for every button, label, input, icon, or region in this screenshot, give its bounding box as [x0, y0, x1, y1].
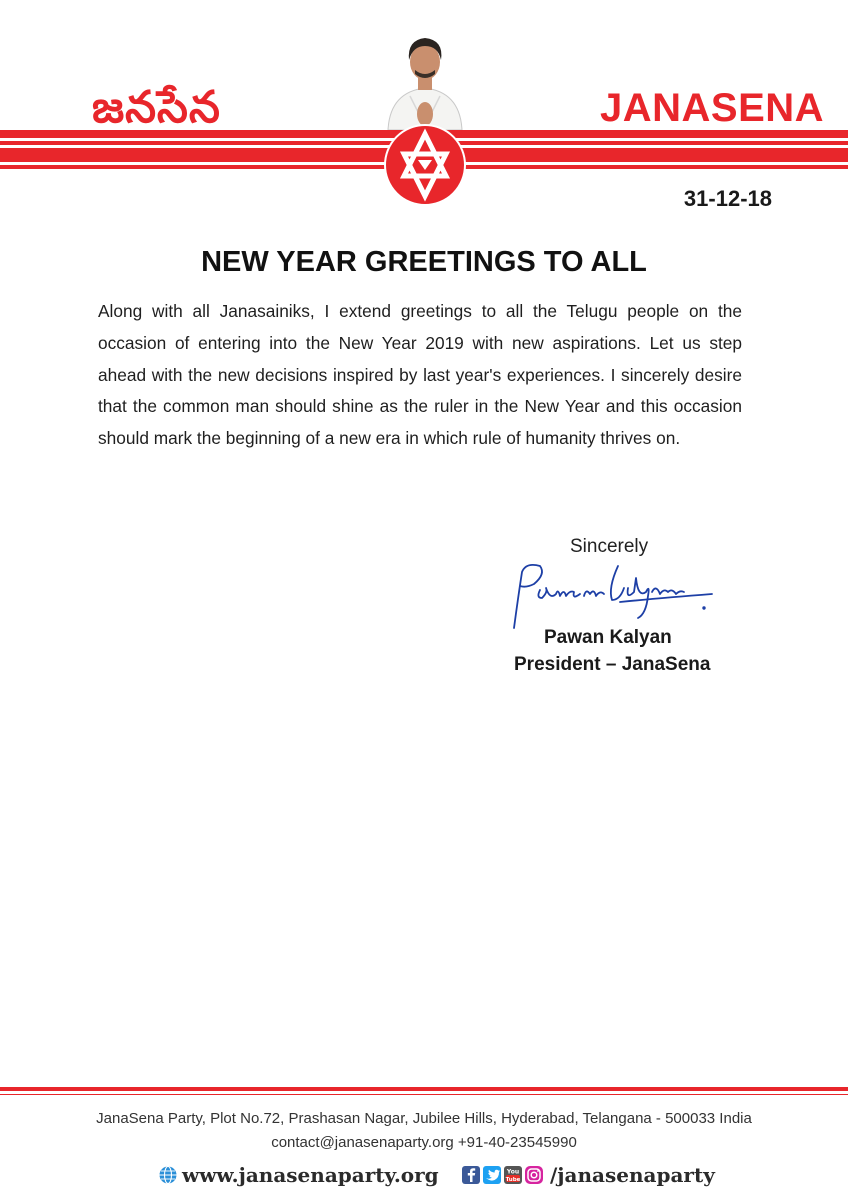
- youtube-icon: [504, 1166, 522, 1184]
- instagram-icon: [525, 1166, 543, 1184]
- globe-icon: [158, 1165, 178, 1185]
- logo-telugu: జనసేన: [92, 82, 221, 133]
- letter-body: Along with all Janasainiks, I extend greetings to all the Telugu people on the occasion of entering into the New Year 2019 with new aspirations. Let us step ahead with the new decisions inspired by last year's experiences. I sincerely desire that the common man should shine as the ruler in the New Year and this occasion should mark the beginning of a new era in which rule of humanity thrives on.: [98, 301, 742, 449]
- footer-divider-thin: [0, 1094, 848, 1095]
- letter-closing: Sincerely: [570, 536, 649, 557]
- social-handle: /janasenaparty: [550, 1163, 715, 1187]
- footer-social[interactable]: [462, 1163, 715, 1187]
- logo-english: JANASENA: [600, 86, 825, 130]
- party-emblem-icon: [384, 124, 466, 206]
- social-icons-group: [462, 1165, 546, 1185]
- letter-date: 31-12-18: [683, 186, 772, 211]
- website-text: www.janasenaparty.org: [182, 1163, 439, 1187]
- facebook-icon: [462, 1166, 480, 1184]
- handwritten-signature: [500, 548, 720, 638]
- footer-website[interactable]: [158, 1163, 439, 1187]
- footer-divider: [0, 1087, 848, 1091]
- signer-title: President – JanaSena: [514, 654, 711, 675]
- letter-title: NEW YEAR GREETINGS TO ALL: [201, 246, 647, 278]
- svg-text:You: You: [506, 1168, 520, 1176]
- leader-portrait-icon: [380, 30, 470, 130]
- svg-text:Tube: Tube: [505, 1176, 521, 1183]
- footer-contact: contact@janasenaparty.org +91-40-23545990: [271, 1134, 577, 1151]
- signer-name: Pawan Kalyan: [544, 627, 672, 648]
- twitter-icon: [483, 1166, 501, 1184]
- footer-address: JanaSena Party, Plot No.72, Prashasan Nagar, Jubilee Hills, Hyderabad, Telangana - 500033 India: [96, 1110, 752, 1127]
